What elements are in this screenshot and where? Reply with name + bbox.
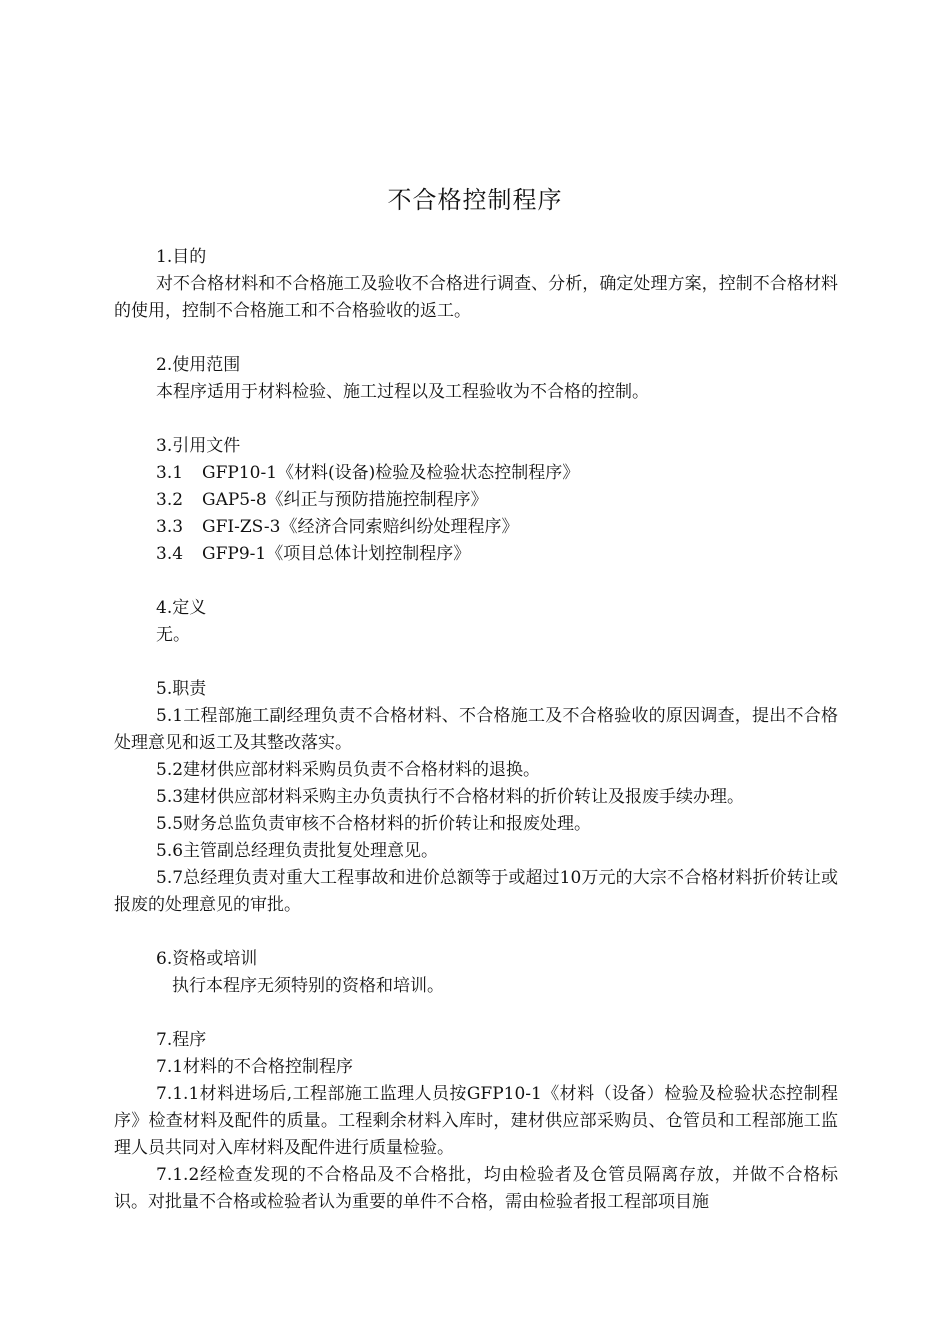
reference-text: GFI-ZS-3《经济合同索赔纠纷处理程序》 [202,517,519,537]
reference-text: GFP9-1《项目总体计划控制程序》 [202,544,471,564]
section-7-heading: 7.程序 [156,1030,207,1050]
section-2-heading: 2.使用范围 [156,355,241,375]
spacer [114,1000,838,1027]
document-body [114,244,838,1216]
reference-text: GFP10-1《材料(设备)检验及检验状态控制程序》 [202,463,580,483]
section-3-heading: 3.引用文件 [156,436,241,456]
spacer [114,568,838,595]
responsibility-item: 5.7总经理负责对重大工程事故和进价总额等于或超过10万元的大宗不合格材料折价转让或报废的处理意见的审批。 [114,868,838,915]
spacer [114,649,838,676]
responsibility-item: 5.6主管副总经理负责批复处理意见。 [156,841,439,861]
section-2-text: 本程序适用于材料检验、施工过程以及工程验收为不合格的控制。 [156,382,649,402]
spacer [114,406,838,433]
procedure-paragraph: 7.1.1材料进场后,工程部施工监理人员按GFP10-1《材料（设备）检验及检验状态控制程序》检查材料及配件的质量。工程剩余材料入库时，建材供应部采购员、仓管员和工程部施工监理人员共同对入库材料及配件进行质量检验。 [114,1084,838,1158]
section-1-text: 对不合格材料和不合格施工及验收不合格进行调查、分析，确定处理方案，控制不合格材料的使用，控制不合格施工和不合格验收的返工。 [114,274,838,321]
spacer [114,919,838,946]
reference-item [114,487,838,514]
reference-number: 3.4 [156,544,184,564]
section-6-heading: 6.资格或培训 [156,949,258,969]
responsibility-item: 5.3建材供应部材料采购主办负责执行不合格材料的折价转让及报废手续办理。 [156,787,745,807]
subsection-heading: 7.1材料的不合格控制程序 [156,1057,354,1077]
page-title: 不合格控制程序 [387,186,563,214]
reference-number: 3.3 [156,517,184,537]
section-4-text: 无。 [156,625,190,645]
reference-item [114,541,838,568]
section-1-heading: 1.目的 [156,247,207,267]
reference-text: GAP5-8《纠正与预防措施控制程序》 [202,490,488,510]
responsibility-item: 5.5财务总监负责审核不合格材料的折价转让和报废处理。 [156,814,592,834]
spacer [114,325,838,352]
reference-item [114,514,838,541]
reference-number: 3.1 [156,463,184,483]
responsibility-item: 5.1工程部施工副经理负责不合格材料、不合格施工及不合格验收的原因调查，提出不合格处理意见和返工及其整改落实。 [114,706,838,753]
responsibility-item: 5.2建材供应部材料采购员负责不合格材料的退换。 [156,760,541,780]
section-4-heading: 4.定义 [156,598,207,618]
reference-number: 3.2 [156,490,184,510]
procedure-paragraph: 7.1.2经检查发现的不合格品及不合格批，均由检验者及仓管员隔离存放，并做不合格标识。对批量不合格或检验者认为重要的单件不合格，需由检验者报工程部项目施 [114,1165,838,1212]
section-6-text: 执行本程序无须特别的资格和培训。 [172,976,444,996]
section-5-heading: 5.职责 [156,679,207,699]
reference-item [114,460,838,487]
